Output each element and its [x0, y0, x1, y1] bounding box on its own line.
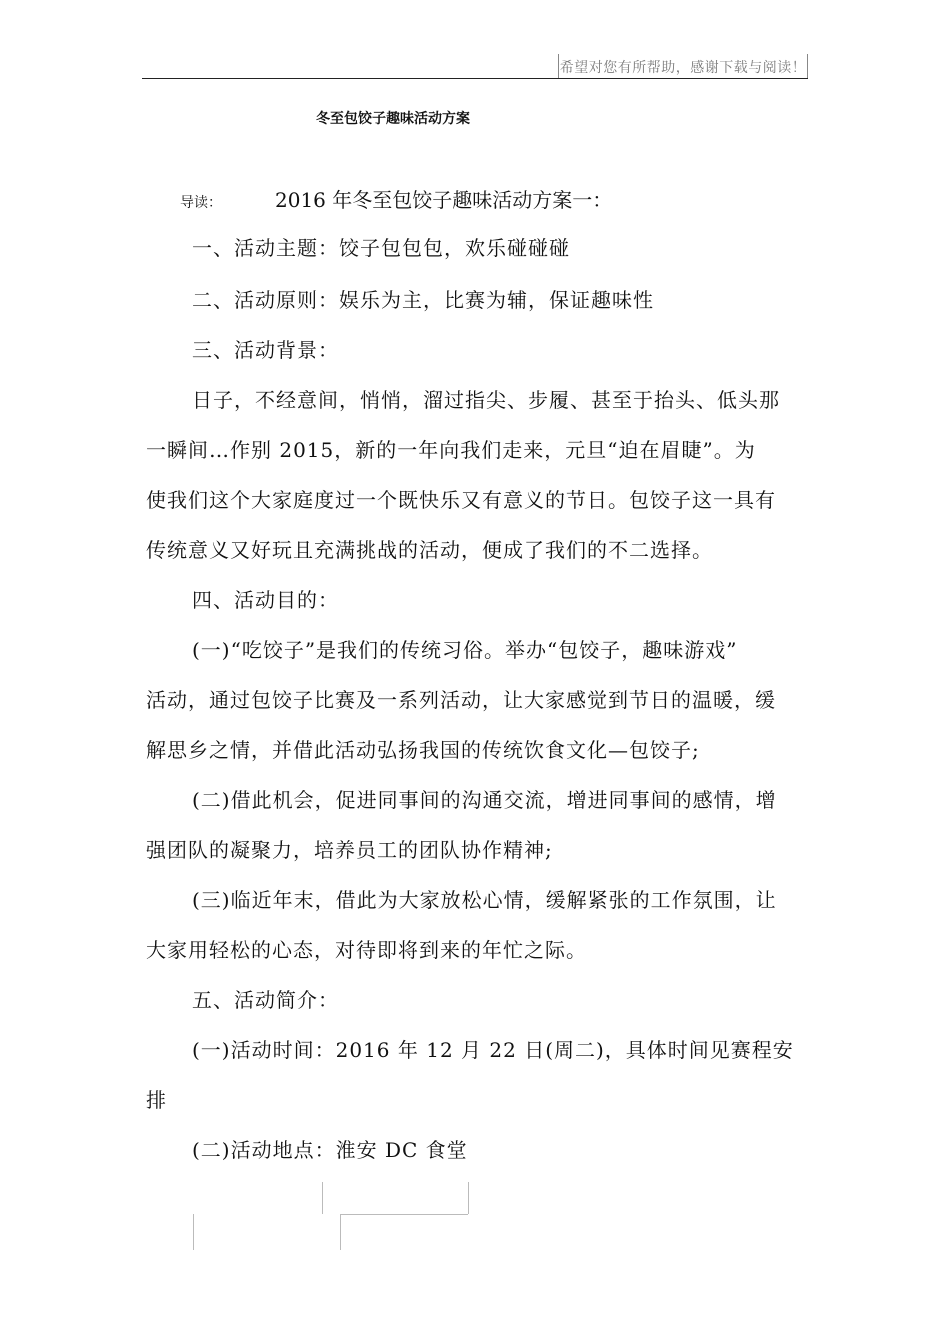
paragraph-line: (一)“吃饺子”是我们的传统习俗。举办“包饺子，趣味游戏” — [192, 638, 738, 662]
header-note: 希望对您有所帮助，感谢下载与阅读！ — [559, 60, 807, 76]
paragraph-line: 四、活动目的： — [192, 588, 339, 612]
paragraph-line: (二)活动地点：淮安 DC 食堂 — [192, 1138, 468, 1162]
header-rule — [142, 78, 808, 79]
paragraph-line: 使我们这个大家庭度过一个既快乐又有意义的节日。包饺子这一具有 — [146, 488, 776, 512]
paragraph-line: 大家用轻松的心态，对待即将到来的年忙之际。 — [146, 938, 587, 962]
table-fragment-line — [340, 1214, 341, 1250]
intro-text: 2016 年冬至包饺子趣味活动方案一： — [275, 188, 613, 212]
table-fragment-line — [468, 1182, 469, 1214]
paragraph-line: 一瞬间…作别 2015，新的一年向我们走来，元旦“迫在眉睫”。为 — [146, 438, 756, 462]
paragraph-line: 二、活动原则：娱乐为主，比赛为辅，保证趣味性 — [192, 288, 654, 312]
paragraph-line: 排 — [146, 1088, 167, 1112]
paragraph-line: 日子，不经意间，悄悄，溜过指尖、步履、甚至于抬头、低头那 — [192, 388, 780, 412]
paragraph-line: (二)借此机会，促进同事间的沟通交流，增进同事间的感情，增 — [192, 788, 777, 812]
document-title: 冬至包饺子趣味活动方案 — [316, 111, 470, 127]
header-note-box — [558, 54, 808, 78]
table-fragment-line — [193, 1214, 194, 1250]
paragraph-line: (三)临近年末，借此为大家放松心情，缓解紧张的工作氛围，让 — [192, 888, 777, 912]
paragraph-line: (一)活动时间：2016 年 12 月 22 日(周二)，具体时间见赛程安 — [192, 1038, 794, 1062]
paragraph-line: 活动，通过包饺子比赛及一系列活动，让大家感觉到节日的温暖，缓 — [146, 688, 776, 712]
table-fragment-line — [340, 1214, 468, 1215]
paragraph-line: 三、活动背景： — [192, 338, 339, 362]
intro-label: 导读： — [180, 195, 222, 211]
paragraph-line: 强团队的凝聚力，培养员工的团队协作精神; — [146, 838, 553, 862]
paragraph-line: 解思乡之情，并借此活动弘扬我国的传统饮食文化—包饺子; — [146, 738, 700, 762]
table-fragment-line — [322, 1182, 323, 1214]
paragraph-line: 一、活动主题：饺子包包包，欢乐碰碰碰 — [192, 236, 570, 260]
paragraph-line: 传统意义又好玩且充满挑战的活动，便成了我们的不二选择。 — [146, 538, 713, 562]
paragraph-line: 五、活动简介： — [192, 988, 339, 1012]
